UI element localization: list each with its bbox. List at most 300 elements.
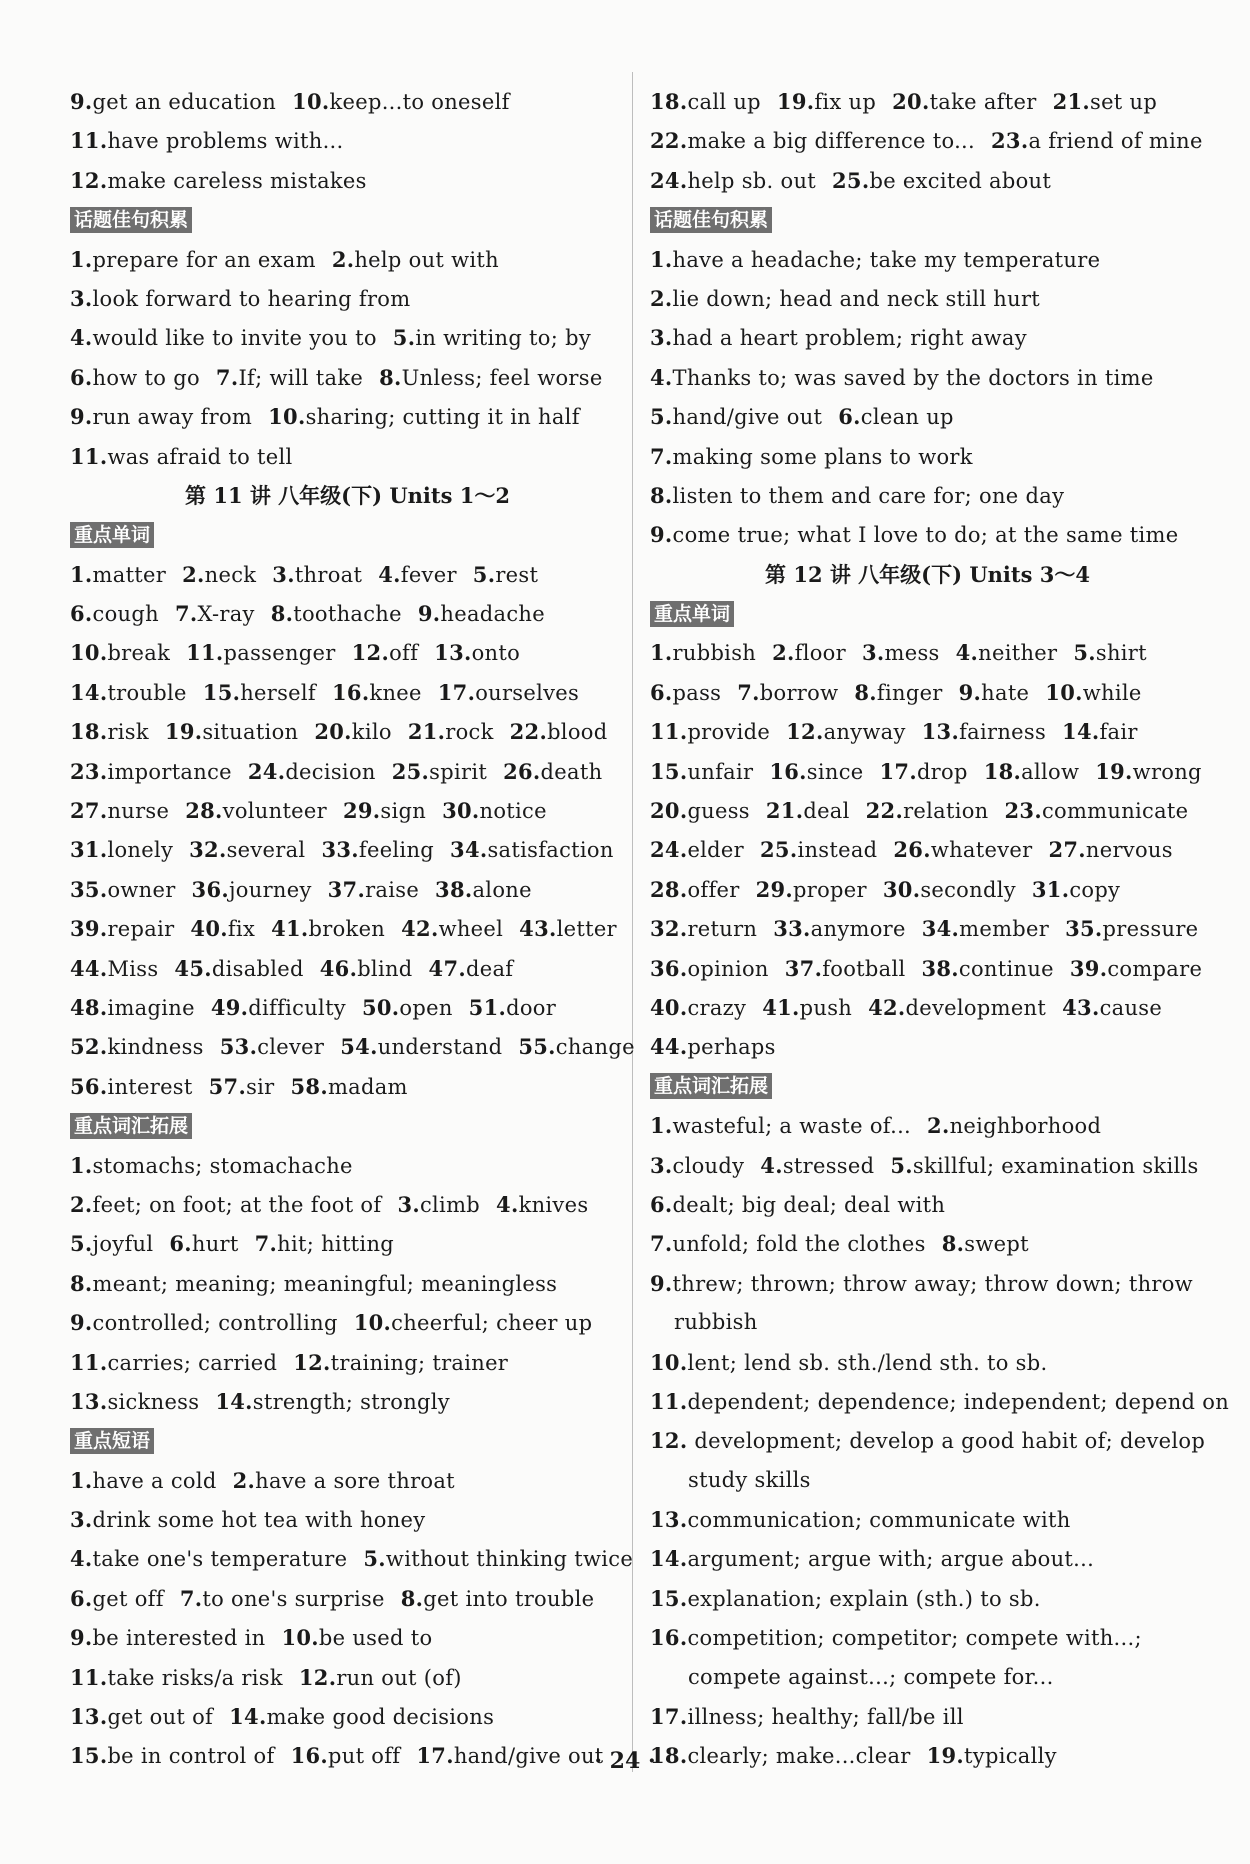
answer-line [70, 1658, 625, 1697]
item-text: borrow [759, 680, 839, 705]
answer-line [70, 358, 625, 397]
answer-item [271, 909, 385, 949]
answer-item [650, 1224, 926, 1264]
item-number: 29. [755, 876, 794, 902]
answer-item [211, 988, 346, 1028]
answer-line [650, 1658, 1205, 1697]
item-text: a friend of mine [1028, 129, 1203, 154]
item-text: stomachs; stomachache [92, 1153, 353, 1178]
item-text: mess [884, 641, 940, 666]
answer-item [332, 673, 422, 713]
answer-item [70, 1500, 425, 1540]
answer-item [650, 909, 757, 949]
item-text: offer [687, 877, 740, 902]
answer-line [650, 870, 1205, 909]
item-text: interest [107, 1074, 193, 1099]
item-text: risk [107, 720, 149, 745]
page-number: · 24 · [594, 1748, 656, 1774]
item-text: rubbish [674, 1310, 758, 1335]
answer-item [186, 633, 336, 673]
section-tag-label: 重点词汇拓展 [70, 1113, 192, 1139]
answer-item [772, 633, 846, 673]
left-key-words [70, 555, 635, 1106]
answer-item [650, 437, 973, 477]
item-number: 5. [363, 1546, 386, 1572]
item-number: 22. [650, 128, 688, 154]
answer-item [442, 791, 547, 831]
item-text: imagine [107, 995, 195, 1020]
item-number: 44. [70, 955, 108, 981]
item-text: cough [92, 602, 159, 627]
column-divider [632, 72, 633, 1772]
item-number: 7. [179, 1585, 203, 1611]
item-number: 10. [70, 640, 108, 666]
answer-item [292, 82, 510, 122]
item-text: pressure [1102, 917, 1199, 942]
item-text: cheerful; cheer up [391, 1311, 593, 1336]
item-text: spirit [429, 759, 488, 784]
item-number: 9. [70, 404, 93, 430]
answer-item [418, 594, 545, 634]
item-number: 12. [650, 1428, 688, 1454]
answer-item [473, 555, 538, 595]
item-text: explanation; explain (sth.) to sb. [687, 1586, 1041, 1611]
item-text: deal [803, 799, 850, 824]
answer-line [650, 830, 1205, 869]
item-number: 3. [650, 325, 673, 351]
item-number: 13. [434, 640, 472, 666]
item-number: 6. [70, 1585, 93, 1611]
item-number: 14. [1062, 719, 1100, 745]
item-text: get an education [92, 90, 277, 114]
item-text: sharing; cutting it in half [305, 405, 580, 430]
item-text: elder [687, 838, 744, 863]
item-text: carries; carried [107, 1350, 278, 1375]
item-number: 38. [435, 876, 473, 902]
item-number: 1. [650, 640, 673, 666]
item-number: 33. [773, 916, 811, 942]
answer-line [650, 1421, 1205, 1460]
item-text: disabled [211, 956, 304, 981]
left-sentences [70, 240, 625, 476]
item-number: 35. [70, 876, 108, 902]
answer-item [378, 555, 457, 595]
answer-item [650, 358, 1154, 398]
item-text: clearly; make...clear [687, 1744, 911, 1769]
answer-line [650, 1027, 1205, 1066]
answer-item [70, 82, 276, 122]
item-text: joyful [92, 1232, 154, 1257]
item-number: 42. [401, 916, 439, 942]
answer-item [70, 949, 158, 989]
answer-item [233, 1461, 455, 1501]
answer-line [650, 1303, 1205, 1342]
item-text: toothache [293, 602, 402, 627]
answer-line [650, 1500, 1205, 1539]
item-text: call up [687, 90, 761, 114]
answer-item [650, 633, 756, 673]
item-number: 5. [472, 561, 496, 587]
item-number: 19. [926, 1743, 965, 1769]
item-text: broken [308, 917, 386, 942]
item-number: 5. [1073, 640, 1096, 666]
item-text: had a heart problem; right away [672, 326, 1027, 351]
answer-item [893, 830, 1032, 870]
answer-item [760, 830, 877, 870]
item-text: death [540, 759, 603, 784]
answer-line [650, 752, 1205, 791]
item-number: 2. [331, 246, 355, 272]
item-number: 3. [70, 285, 93, 311]
answer-item [650, 82, 761, 122]
item-number: 56. [70, 1073, 108, 1099]
item-number: 51. [468, 994, 507, 1020]
section-tag [650, 200, 1205, 239]
item-number: 1. [650, 246, 673, 272]
item-number: 57. [208, 1073, 247, 1099]
answer-item [1005, 791, 1189, 831]
item-number: 6. [650, 679, 673, 705]
item-text: wasteful; a waste of... [672, 1114, 912, 1139]
item-number: 10. [292, 89, 330, 114]
item-text: come true; what I love to do; at the same time [672, 523, 1179, 548]
item-number: 33. [321, 837, 359, 863]
answer-item [70, 1658, 283, 1698]
item-number: 6. [838, 404, 861, 430]
answer-item [785, 949, 906, 989]
answer-item [921, 949, 1053, 989]
item-number: 4. [70, 1546, 93, 1572]
item-text: alone [472, 877, 532, 902]
answer-item [429, 949, 514, 989]
answer-item [737, 673, 838, 713]
answer-item [866, 791, 989, 831]
item-text: be used to [318, 1626, 433, 1651]
item-number: 7. [174, 601, 198, 627]
item-number: 1. [70, 1152, 93, 1178]
item-text: have a sore throat [255, 1468, 455, 1493]
item-text: fairness [959, 720, 1047, 745]
answer-item [650, 870, 740, 910]
answer-item [959, 673, 1030, 713]
answer-item [892, 82, 1036, 122]
answer-item [1062, 712, 1138, 752]
item-text: listen to them and care for; one day [672, 483, 1065, 508]
item-number: 43. [1062, 994, 1100, 1020]
answer-line [650, 279, 1205, 318]
answer-line [650, 1539, 1205, 1578]
answer-item [328, 870, 419, 910]
answer-item [650, 161, 816, 201]
item-number: 34. [921, 916, 960, 942]
answer-item [650, 1106, 911, 1146]
item-number: 11. [70, 1664, 108, 1690]
section-tag [70, 1421, 625, 1460]
item-number: 5. [392, 325, 416, 351]
item-text: fever [400, 562, 457, 587]
item-text: herself [240, 680, 317, 705]
answer-item [674, 1303, 758, 1342]
answer-line [650, 633, 1205, 672]
item-text: anymore [810, 917, 906, 942]
item-text: training; trainer [330, 1350, 509, 1375]
item-text: open [399, 995, 453, 1020]
item-text: fair [1099, 720, 1138, 745]
item-number: 11. [650, 1388, 688, 1414]
item-number: 2. [182, 561, 205, 587]
item-text: run away from [92, 405, 253, 430]
item-number: 8. [941, 1231, 965, 1257]
answer-item [1070, 949, 1202, 989]
answer-line [650, 397, 1205, 436]
item-number: 13. [70, 1388, 108, 1414]
item-number: 3. [397, 1191, 420, 1217]
answer-item [922, 909, 1049, 949]
item-text: fix [227, 917, 256, 942]
answer-item [650, 1539, 1094, 1579]
item-number: 7. [737, 679, 760, 705]
answer-line [650, 949, 1205, 988]
item-number: 31. [1031, 876, 1070, 902]
answer-line [70, 1067, 625, 1106]
item-number: 9. [70, 1625, 93, 1651]
item-number: 13. [650, 1507, 688, 1533]
item-text: shirt [1095, 641, 1147, 666]
item-text: letter [556, 917, 617, 942]
item-number: 13. [921, 719, 960, 745]
item-text: neck [204, 562, 257, 587]
item-text: door [506, 995, 557, 1020]
item-number: 26. [503, 758, 541, 784]
answer-item [70, 1382, 199, 1422]
item-number: 43. [519, 916, 557, 942]
answer-item [832, 161, 1051, 201]
answer-item [650, 121, 975, 161]
item-text: while [1082, 680, 1142, 705]
answer-item [271, 594, 402, 634]
answer-line [650, 1618, 1205, 1657]
answer-item [650, 515, 1178, 555]
answer-item [70, 1027, 204, 1067]
item-text: cause [1099, 995, 1163, 1020]
answer-item [165, 712, 298, 752]
answer-item [650, 279, 1040, 319]
item-text: member [959, 917, 1050, 942]
answer-line [650, 791, 1205, 830]
answer-item [650, 1382, 1229, 1422]
item-number: 9. [650, 1270, 673, 1296]
item-number: 32. [650, 916, 688, 942]
item-number: 42. [868, 994, 906, 1020]
answer-line [650, 1185, 1205, 1224]
answer-item [650, 988, 746, 1028]
section-tag [70, 200, 625, 239]
item-text: how to go [92, 365, 200, 390]
item-text: feet; on foot; at the foot of [92, 1192, 382, 1217]
answer-line [70, 279, 625, 318]
item-text: skillful; examination skills [912, 1153, 1199, 1178]
item-number: 18. [983, 758, 1022, 784]
item-number: 44. [650, 1034, 688, 1060]
answer-item [401, 1579, 595, 1619]
answer-item [70, 791, 169, 831]
item-number: 20. [314, 719, 352, 745]
item-number: 24. [247, 758, 286, 784]
item-text: making some plans to work [672, 444, 973, 469]
item-text: continue [958, 956, 1054, 981]
item-number: 7. [215, 364, 239, 390]
answer-item [1073, 633, 1147, 673]
item-text: hand/give out [453, 1744, 604, 1769]
item-text: help sb. out [687, 168, 817, 193]
answer-item [362, 988, 453, 1028]
answer-item [854, 673, 942, 713]
item-number: 6. [70, 601, 93, 627]
item-number: 41. [271, 916, 309, 942]
item-text: without thinking twice [385, 1547, 634, 1572]
item-text: onto [471, 641, 521, 666]
item-text: finger [876, 680, 943, 705]
answer-line [70, 988, 625, 1027]
item-number: 27. [70, 798, 108, 824]
answer-item [70, 712, 149, 752]
answer-line [650, 909, 1205, 948]
left-intro [70, 82, 625, 200]
answer-item [70, 318, 377, 358]
answer-item [760, 1146, 874, 1186]
item-text: trouble [107, 680, 187, 705]
item-text: meant; meaning; meaningful; meaningless [92, 1271, 558, 1296]
answer-item [862, 633, 940, 673]
answer-line [70, 1618, 625, 1657]
item-number: 12. [70, 167, 108, 193]
item-number: 5. [890, 1152, 913, 1178]
answer-item [70, 830, 173, 870]
answer-item [169, 1224, 238, 1264]
item-number: 9. [70, 89, 93, 114]
item-number: 19. [164, 719, 203, 745]
answer-line [70, 712, 625, 751]
item-text: situation [202, 720, 299, 745]
item-number: 25. [760, 837, 798, 863]
answer-line [70, 633, 625, 672]
answer-line [650, 1461, 1205, 1500]
item-number: 16. [650, 1625, 688, 1651]
item-text: climb [419, 1192, 481, 1217]
answer-line [70, 1027, 635, 1066]
item-text: drop [916, 759, 968, 784]
item-number: 9. [417, 601, 441, 627]
answer-item [650, 1618, 1142, 1658]
item-number: 17. [879, 758, 917, 784]
answer-line [650, 318, 1205, 357]
item-text: passenger [223, 641, 336, 666]
item-text: whatever [930, 838, 1033, 863]
right-intro [650, 82, 1205, 200]
item-text: be excited about [869, 168, 1052, 193]
item-text: put off [328, 1744, 401, 1769]
item-text: controlled; controlling [92, 1311, 338, 1336]
item-number: 12. [293, 1349, 331, 1375]
item-number: 15. [70, 1743, 108, 1769]
item-text: since [806, 759, 864, 784]
section-tag-label: 重点单词 [650, 601, 734, 627]
item-text: hate [981, 680, 1030, 705]
item-number: 12. [351, 640, 390, 666]
answer-item [354, 1303, 593, 1343]
answer-item [320, 949, 413, 989]
item-number: 21. [407, 719, 446, 745]
item-text: wheel [438, 917, 504, 942]
item-text: knives [518, 1192, 589, 1217]
item-number: 7. [650, 1231, 673, 1257]
answer-item [503, 752, 602, 792]
answer-item [397, 1185, 480, 1225]
right-column [650, 82, 1230, 1776]
item-number: 12. [298, 1664, 337, 1690]
item-number: 13. [70, 1704, 108, 1730]
answer-item [70, 633, 170, 673]
answer-item [70, 1224, 153, 1264]
answer-line [70, 1539, 634, 1578]
item-text: importance [107, 759, 232, 784]
answer-item [393, 318, 591, 358]
answer-item [215, 1382, 450, 1422]
answer-item [756, 870, 867, 910]
item-number: 10. [650, 1349, 688, 1375]
item-number: 6. [169, 1231, 192, 1257]
item-text: relation [903, 799, 989, 824]
answer-item [766, 791, 850, 831]
answer-line [650, 1224, 1205, 1263]
answer-item [650, 1185, 945, 1225]
answer-item [927, 1106, 1101, 1146]
item-text: ourselves [475, 680, 580, 705]
answer-item [777, 82, 876, 122]
item-text: rock [445, 720, 494, 745]
item-number: 6. [70, 364, 93, 390]
item-text: decision [285, 759, 376, 784]
answer-item [209, 1067, 275, 1107]
answer-line [70, 752, 625, 791]
item-text: study skills [688, 1467, 811, 1492]
answer-item [321, 830, 434, 870]
item-text: lie down; head and neck still hurt [672, 286, 1041, 311]
answer-line [650, 476, 1205, 515]
item-text: nurse [107, 799, 170, 824]
section-tag-label: 话题佳句积累 [70, 207, 192, 233]
answer-item [70, 358, 200, 398]
item-number: 3. [272, 561, 295, 587]
answer-item [70, 555, 166, 595]
item-text: return [687, 917, 758, 942]
answer-line [650, 121, 1205, 160]
item-text: copy [1069, 877, 1121, 902]
item-number: 10. [268, 404, 306, 430]
item-text: make careless mistakes [107, 168, 367, 193]
item-text: matter [92, 562, 167, 587]
answer-item [408, 712, 494, 752]
item-text: drink some hot tea with honey [92, 1508, 426, 1533]
item-text: swept [964, 1232, 1029, 1257]
item-text: owner [107, 877, 176, 902]
item-number: 20. [650, 798, 688, 824]
item-text: kilo [351, 720, 392, 745]
answer-item [281, 1618, 432, 1658]
item-text: push [799, 995, 853, 1020]
item-number: 1. [650, 1113, 673, 1139]
answer-line [650, 1697, 1205, 1736]
